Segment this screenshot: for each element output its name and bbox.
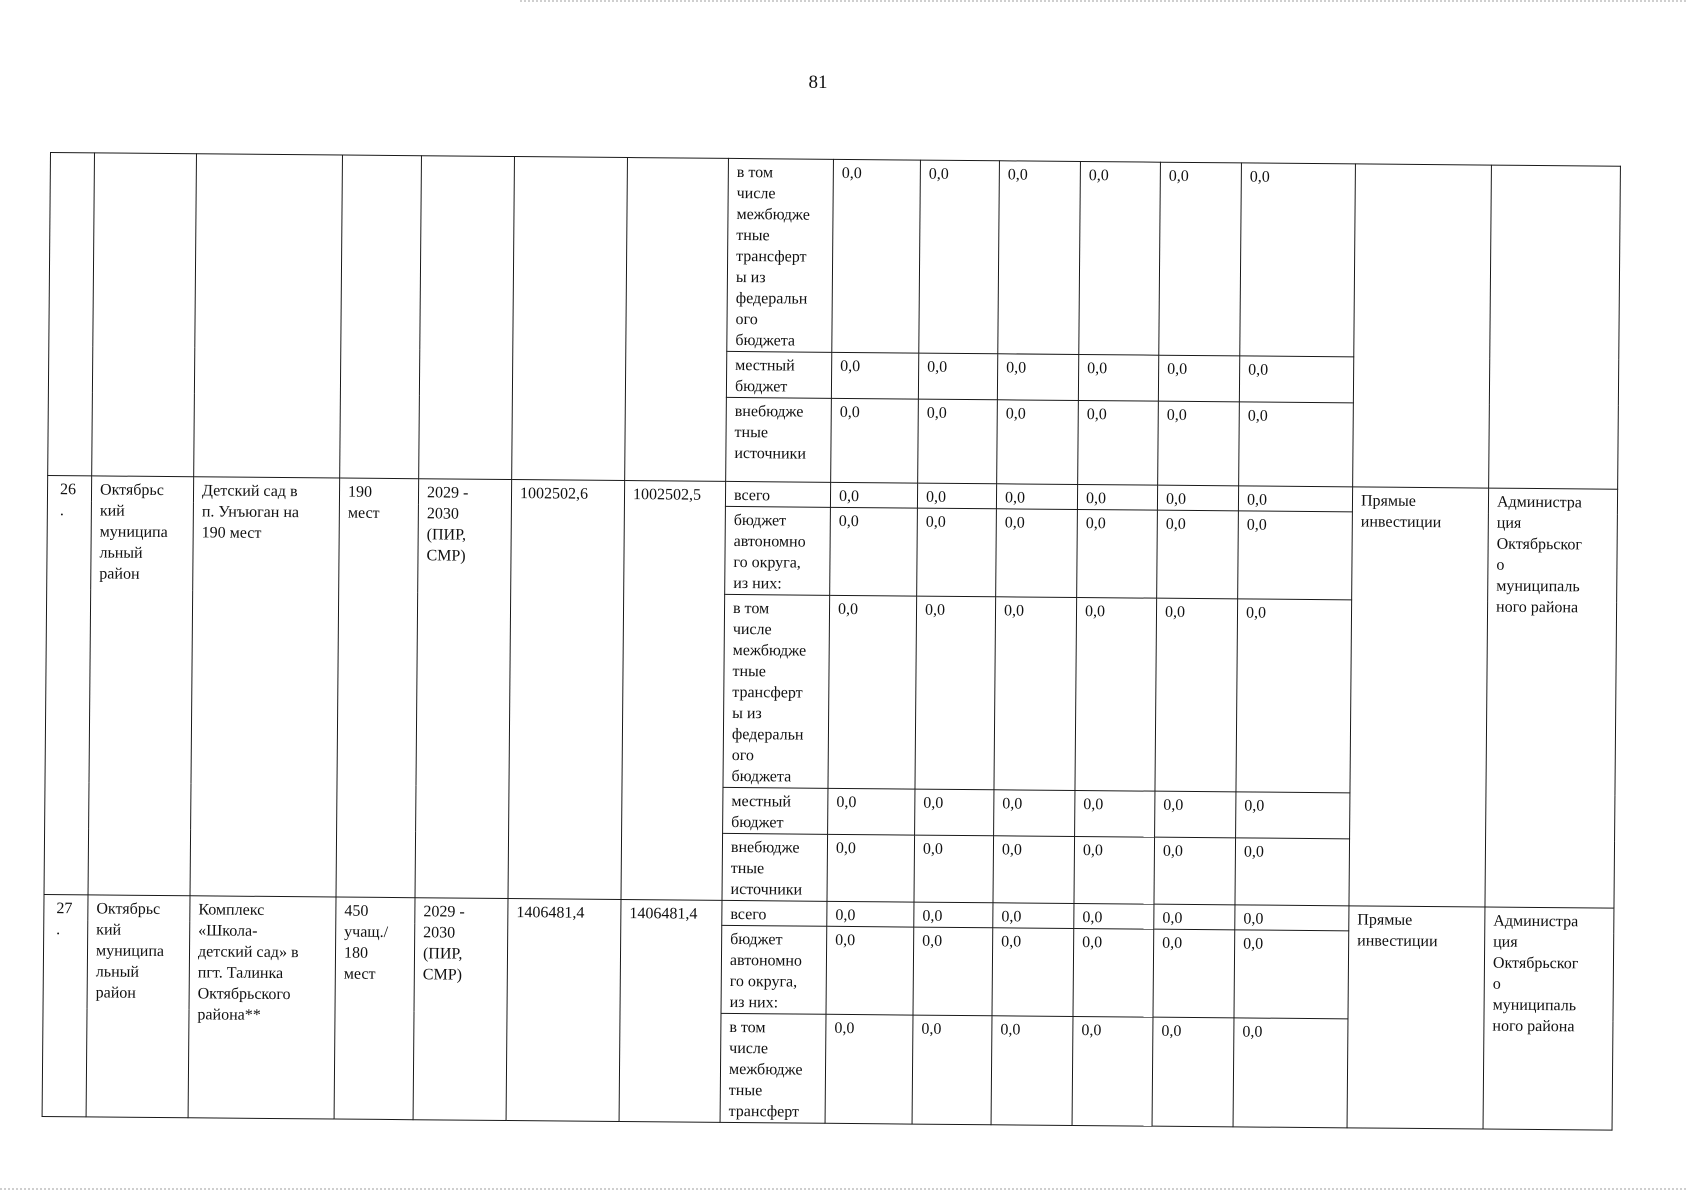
value-cell-4: 0,0 [1078,400,1159,485]
period-cell: 2029 - 2030 (ПИР, СМР) [415,479,512,899]
scan-bottom-edge [0,1188,1686,1190]
value-cell-1: 0,0 [825,1014,913,1124]
value-cell-5: 0,0 [1158,355,1239,402]
value-cell-4: 0,0 [1075,790,1155,837]
empty-cell [92,153,197,477]
value-cell-1: 0,0 [830,507,918,596]
value-cell-1: 0,0 [827,834,915,902]
mechanism-cell: Прямые инвестиции [1349,487,1489,907]
value-cell-6: 0,0 [1236,599,1352,793]
value-cell-5: 0,0 [1158,401,1240,486]
value-cell-6: 0,0 [1240,163,1356,357]
value-cell-2: 0,0 [915,596,996,790]
value-cell-5: 0,0 [1152,1017,1234,1127]
value-cell-5: 0,0 [1157,510,1239,599]
value-cell-5: 0,0 [1157,485,1238,511]
value-cell-5: 0,0 [1155,791,1236,838]
value-cell-4: 0,0 [1074,903,1154,929]
funding-source-cell: в том числе межбюдже тные трансферт [720,1013,826,1123]
value-cell-3: 0,0 [998,161,1081,355]
value-cell-5: 0,0 [1154,837,1236,905]
value-cell-4: 0,0 [1077,509,1158,598]
value-cell-6: 0,0 [1239,402,1354,487]
capacity-cell: 450 учащ./ 180 мест [334,897,415,1120]
funding-source-cell: всего [725,481,830,507]
table-wrapper [42,152,1620,1121]
municipality-cell: Октябрьс кий муниципа льный район [86,895,190,1118]
value-cell-6: 0,0 [1233,1018,1348,1128]
municipality-cell: Октябрьс кий муниципа льный район [88,476,194,896]
table-row [49,153,1621,360]
value-cell-2: 0,0 [919,160,1000,354]
funding-source-cell: местный бюджет [723,787,828,834]
value-cell-5: 0,0 [1154,904,1235,930]
funding-source-cell: внебюдже тные источники [722,833,828,901]
capacity-cell: 190 мест [336,478,419,898]
mechanism-cell: Прямые инвестиции [1347,906,1485,1129]
remaining-cost-cell: 1002502,5 [621,481,726,901]
empty-cell [1489,165,1621,489]
value-cell-4: 0,0 [1079,161,1161,355]
value-cell-1: 0,0 [830,482,917,508]
responsible-cell: Администра ция Октябрьског о муниципаль ного района [1485,488,1618,908]
empty-cell [1353,164,1492,488]
value-cell-3: 0,0 [996,509,1078,598]
value-cell-6: 0,0 [1238,511,1353,600]
value-cell-3: 0,0 [992,928,1074,1017]
value-cell-6: 0,0 [1235,838,1350,906]
row-number-cell: 26 . [44,475,92,894]
value-cell-5: 0,0 [1159,162,1242,356]
estimated-cost-cell: 1406481,4 [506,899,621,1122]
value-cell-3: 0,0 [993,903,1074,929]
value-cell-2: 0,0 [917,483,996,509]
value-cell-5: 0,0 [1153,929,1235,1018]
funding-source-cell: внебюдже тные источники [726,397,832,482]
value-cell-4: 0,0 [1074,836,1155,904]
value-cell-3: 0,0 [994,597,1077,791]
value-cell-6: 0,0 [1238,486,1352,512]
value-cell-3: 0,0 [994,790,1075,837]
empty-cell [625,158,729,482]
value-cell-5: 0,0 [1155,598,1238,792]
empty-cell [48,153,95,476]
object-name-cell: Детский сад в п. Унъюган на 190 мест [190,477,340,897]
value-cell-3: 0,0 [993,836,1075,904]
value-cell-4: 0,0 [1077,484,1157,510]
value-cell-4: 0,0 [1073,928,1154,1017]
value-cell-1: 0,0 [826,926,914,1015]
value-cell-2: 0,0 [918,353,997,400]
funding-source-cell: всего [722,900,827,926]
value-cell-4: 0,0 [1078,354,1158,401]
funding-source-cell: в том числе межбюдже тные трансферт ы из федеральн ого бюджета [727,158,834,352]
value-cell-2: 0,0 [914,835,994,903]
value-cell-2: 0,0 [914,902,993,928]
value-cell-6: 0,0 [1239,356,1353,403]
value-cell-2: 0,0 [912,1015,992,1125]
period-cell: 2029 - 2030 (ПИР, СМР) [413,898,508,1121]
value-cell-2: 0,0 [915,789,994,836]
funding-source-cell: бюджет автономно го округа, из них: [721,925,827,1014]
row-number-cell: 27 . [42,894,88,1116]
value-cell-1: 0,0 [828,788,915,835]
responsible-cell: Администра ция Октябрьског о муниципаль ного района [1483,907,1614,1130]
funding-source-cell: в том числе межбюдже тные трансферт ы из федеральн ого бюджета [723,594,830,788]
value-cell-6: 0,0 [1235,905,1349,931]
value-cell-2: 0,0 [913,927,993,1016]
empty-cell [194,154,343,478]
page-number: 81 [808,72,828,93]
scan-top-edge [520,0,1686,2]
value-cell-6: 0,0 [1234,930,1349,1019]
funding-source-cell: местный бюджет [726,351,831,398]
empty-cell [340,155,422,479]
remaining-cost-cell: 1406481,4 [619,900,722,1123]
estimated-cost-cell: 1002502,6 [508,480,625,900]
value-cell-4: 0,0 [1075,597,1157,791]
object-name-cell: Комплекс «Школа- детский сад» в пгт. Талинка Октябрьского района** [188,896,336,1119]
value-cell-4: 0,0 [1072,1016,1153,1126]
value-cell-3: 0,0 [996,484,1077,510]
value-cell-3: 0,0 [991,1016,1073,1126]
value-cell-2: 0,0 [917,508,997,597]
value-cell-1: 0,0 [831,398,919,483]
empty-cell [512,157,628,481]
value-cell-1: 0,0 [828,595,917,789]
table-body [42,153,1620,1131]
empty-cell [419,156,515,480]
funding-source-cell: бюджет автономно го округа, из них: [725,506,831,595]
value-cell-2: 0,0 [918,399,998,484]
value-cell-1: 0,0 [827,901,914,927]
value-cell-3: 0,0 [997,354,1078,401]
value-cell-3: 0,0 [997,400,1079,485]
value-cell-6: 0,0 [1236,792,1350,839]
value-cell-1: 0,0 [832,159,921,353]
investment-table [42,152,1621,1131]
value-cell-1: 0,0 [831,352,918,399]
